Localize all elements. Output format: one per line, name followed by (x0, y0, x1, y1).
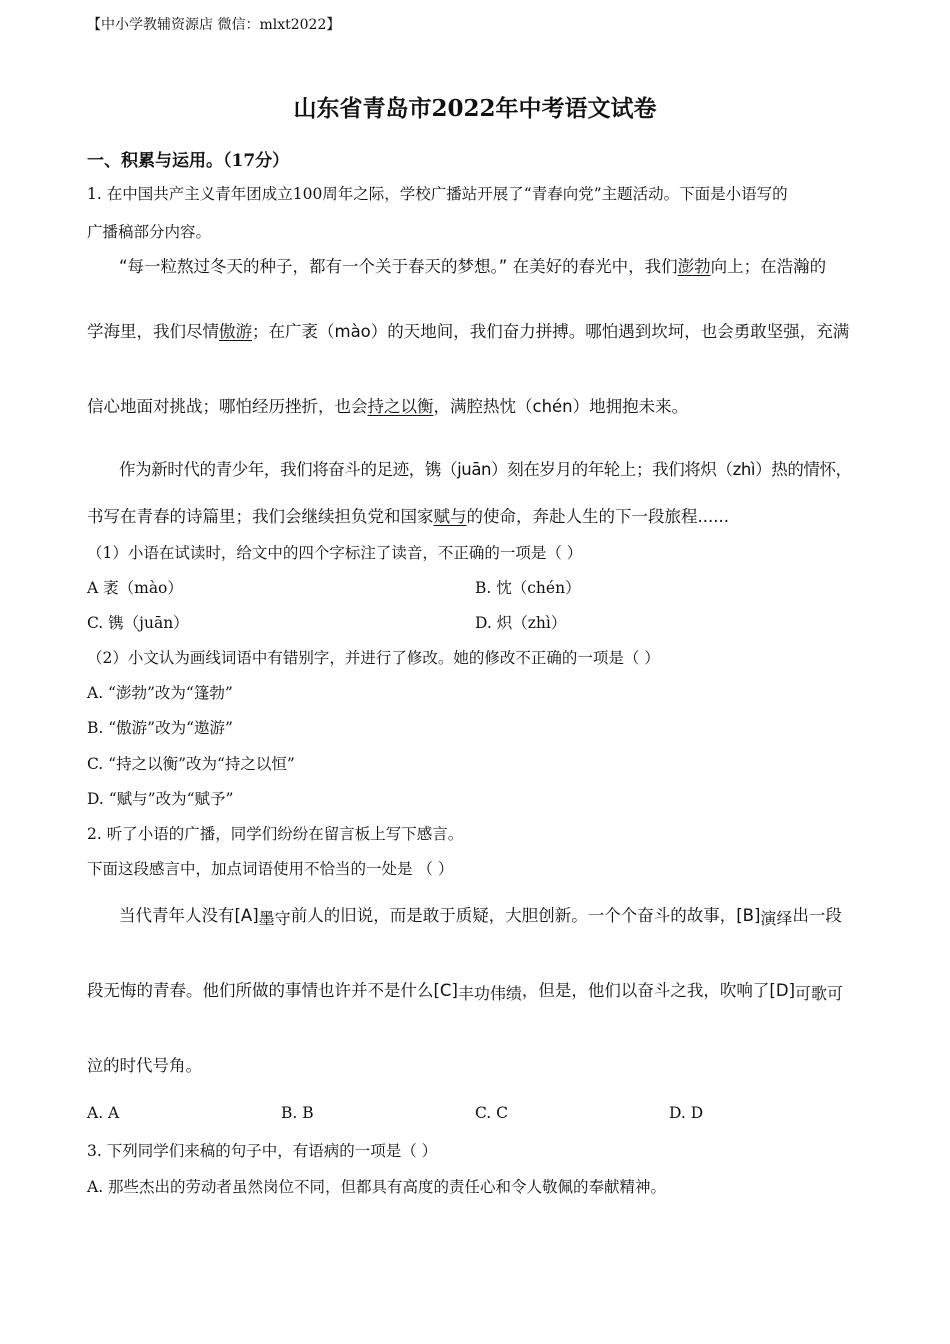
q1-passage-line4: 作为新时代的青少年，我们将奋斗的足迹，镌（juān）刻在岁月的年轮上；我们将炽（zhì）热的情怀， (119, 460, 852, 479)
text-segment: “每一粒熬过冬天的种子，都有一个关于春天的梦想。” 在美好的春光中，我们 (119, 257, 678, 276)
q3-option-a[interactable]: A. 那些杰出的劳动者虽然岗位不同，但都具有高度的责任心和令人敬佩的奉献精神。 (87, 1178, 667, 1196)
page-title: 山东省青岛市2022年中考语文试卷 (293, 95, 657, 122)
q2-option-c[interactable]: C. C (475, 1104, 509, 1122)
underlined-word: 持之以衡 (367, 397, 434, 416)
q2-option-a[interactable]: A. A (87, 1104, 120, 1122)
q1-intro-line1: 1. 在中国共产主义青年团成立100周年之际，学校广播站开展了“青春向党”主题活动。下面是小语写的 (87, 185, 788, 203)
text-segment: 书写在青春的诗篇里；我们会继续担负党和国家 (87, 507, 434, 526)
q1-passage-line5 (87, 503, 729, 527)
q1-sub1-option-c[interactable]: C. 镌（juān） (87, 614, 189, 632)
text-segment: 的时代号角。 (103, 1056, 203, 1075)
text-segment: 当代青年人没有[A] (119, 906, 259, 925)
q1-intro-line2: 广播稿部分内容。 (87, 223, 212, 241)
dotted-word: 墨守 (258, 909, 291, 928)
q2-passage-line2 (87, 977, 843, 1001)
q1-sub2-option-d[interactable]: D. “赋与”改为“赋予” (87, 790, 234, 808)
q2-passage-line1 (119, 902, 842, 926)
underlined-word: 傲游 (219, 322, 252, 341)
dotted-word: 泣 (87, 1056, 104, 1075)
header-note: 【中小学教辅资源店 微信：mlxt2022】 (87, 17, 341, 33)
q2-option-d[interactable]: D. D (669, 1104, 704, 1122)
underlined-word: 澎勃 (677, 257, 711, 276)
q2-stem-line2: 下面这段感言中，加点词语使用不恰当的一处是 （ ） (87, 860, 454, 878)
q1-passage-line3 (87, 393, 688, 417)
q1-sub1-stem: （1）小语在试读时，给文中的四个字标注了读音，不正确的一项是（ ） (87, 544, 583, 562)
text-segment: 信心地面对挑战；哪怕经历挫折，也会 (87, 397, 368, 416)
q1-sub2-stem: （2）小文认为画线词语中有错别字，并进行了修改。她的修改不正确的一项是（ ） (87, 649, 660, 667)
text-segment: 的使命，奔赴人生的下一段旅程...... (466, 507, 729, 526)
text-segment: 学海里，我们尽情 (87, 322, 219, 341)
text-segment: 段无悔的青春。他们所做的事情也许并不是什么[C] (87, 981, 458, 1000)
q1-sub2-option-a[interactable]: A. “澎勃”改为“篷勃” (87, 684, 233, 702)
dotted-word: 丰功伟绩 (457, 984, 522, 1003)
q2-option-b[interactable]: B. B (281, 1104, 314, 1122)
q1-passage-line1 (119, 253, 826, 277)
underlined-word: 赋与 (433, 507, 467, 526)
q1-sub1-option-a[interactable]: A 袤（mào） (87, 579, 183, 597)
text-segment: ，满腔热忱（chén）地拥抱未来。 (433, 397, 689, 416)
q2-passage-line3 (87, 1052, 202, 1076)
q2-stem-line1: 2. 听了小语的广播，同学们纷纷在留言板上写下感言。 (87, 825, 464, 843)
dotted-word: 可歌可 (795, 984, 844, 1003)
text-segment: 向上；在浩瀚的 (710, 257, 827, 276)
text-segment: 出一段 (792, 906, 842, 925)
q1-passage-line2 (87, 318, 849, 342)
dotted-word: 演绎 (760, 909, 793, 928)
text-segment: ；在广袤（mào）的天地间，我们奋力拼搏。哪怕遇到坎坷，也会勇敢坚强，充满 (252, 322, 850, 341)
text-segment: 前人的旧说，而是敢于质疑，大胆创新。一个个奋斗的故事，[B] (290, 906, 761, 925)
q1-sub2-option-c[interactable]: C. “持之以衡”改为“持之以恒” (87, 755, 295, 773)
text-segment: ，但是，他们以奋斗之我，吹响了[D] (521, 981, 796, 1000)
q1-sub1-option-d[interactable]: D. 炽（zhì） (475, 614, 567, 632)
section-heading: 一、积累与运用。（17分） (87, 151, 290, 171)
q1-sub2-option-b[interactable]: B. “傲游”改为“遨游” (87, 719, 233, 737)
q3-stem: 3. 下列同学们来稿的句子中，有语病的一项是（ ） (87, 1142, 438, 1160)
q1-sub1-option-b[interactable]: B. 忱（chén） (475, 579, 581, 597)
